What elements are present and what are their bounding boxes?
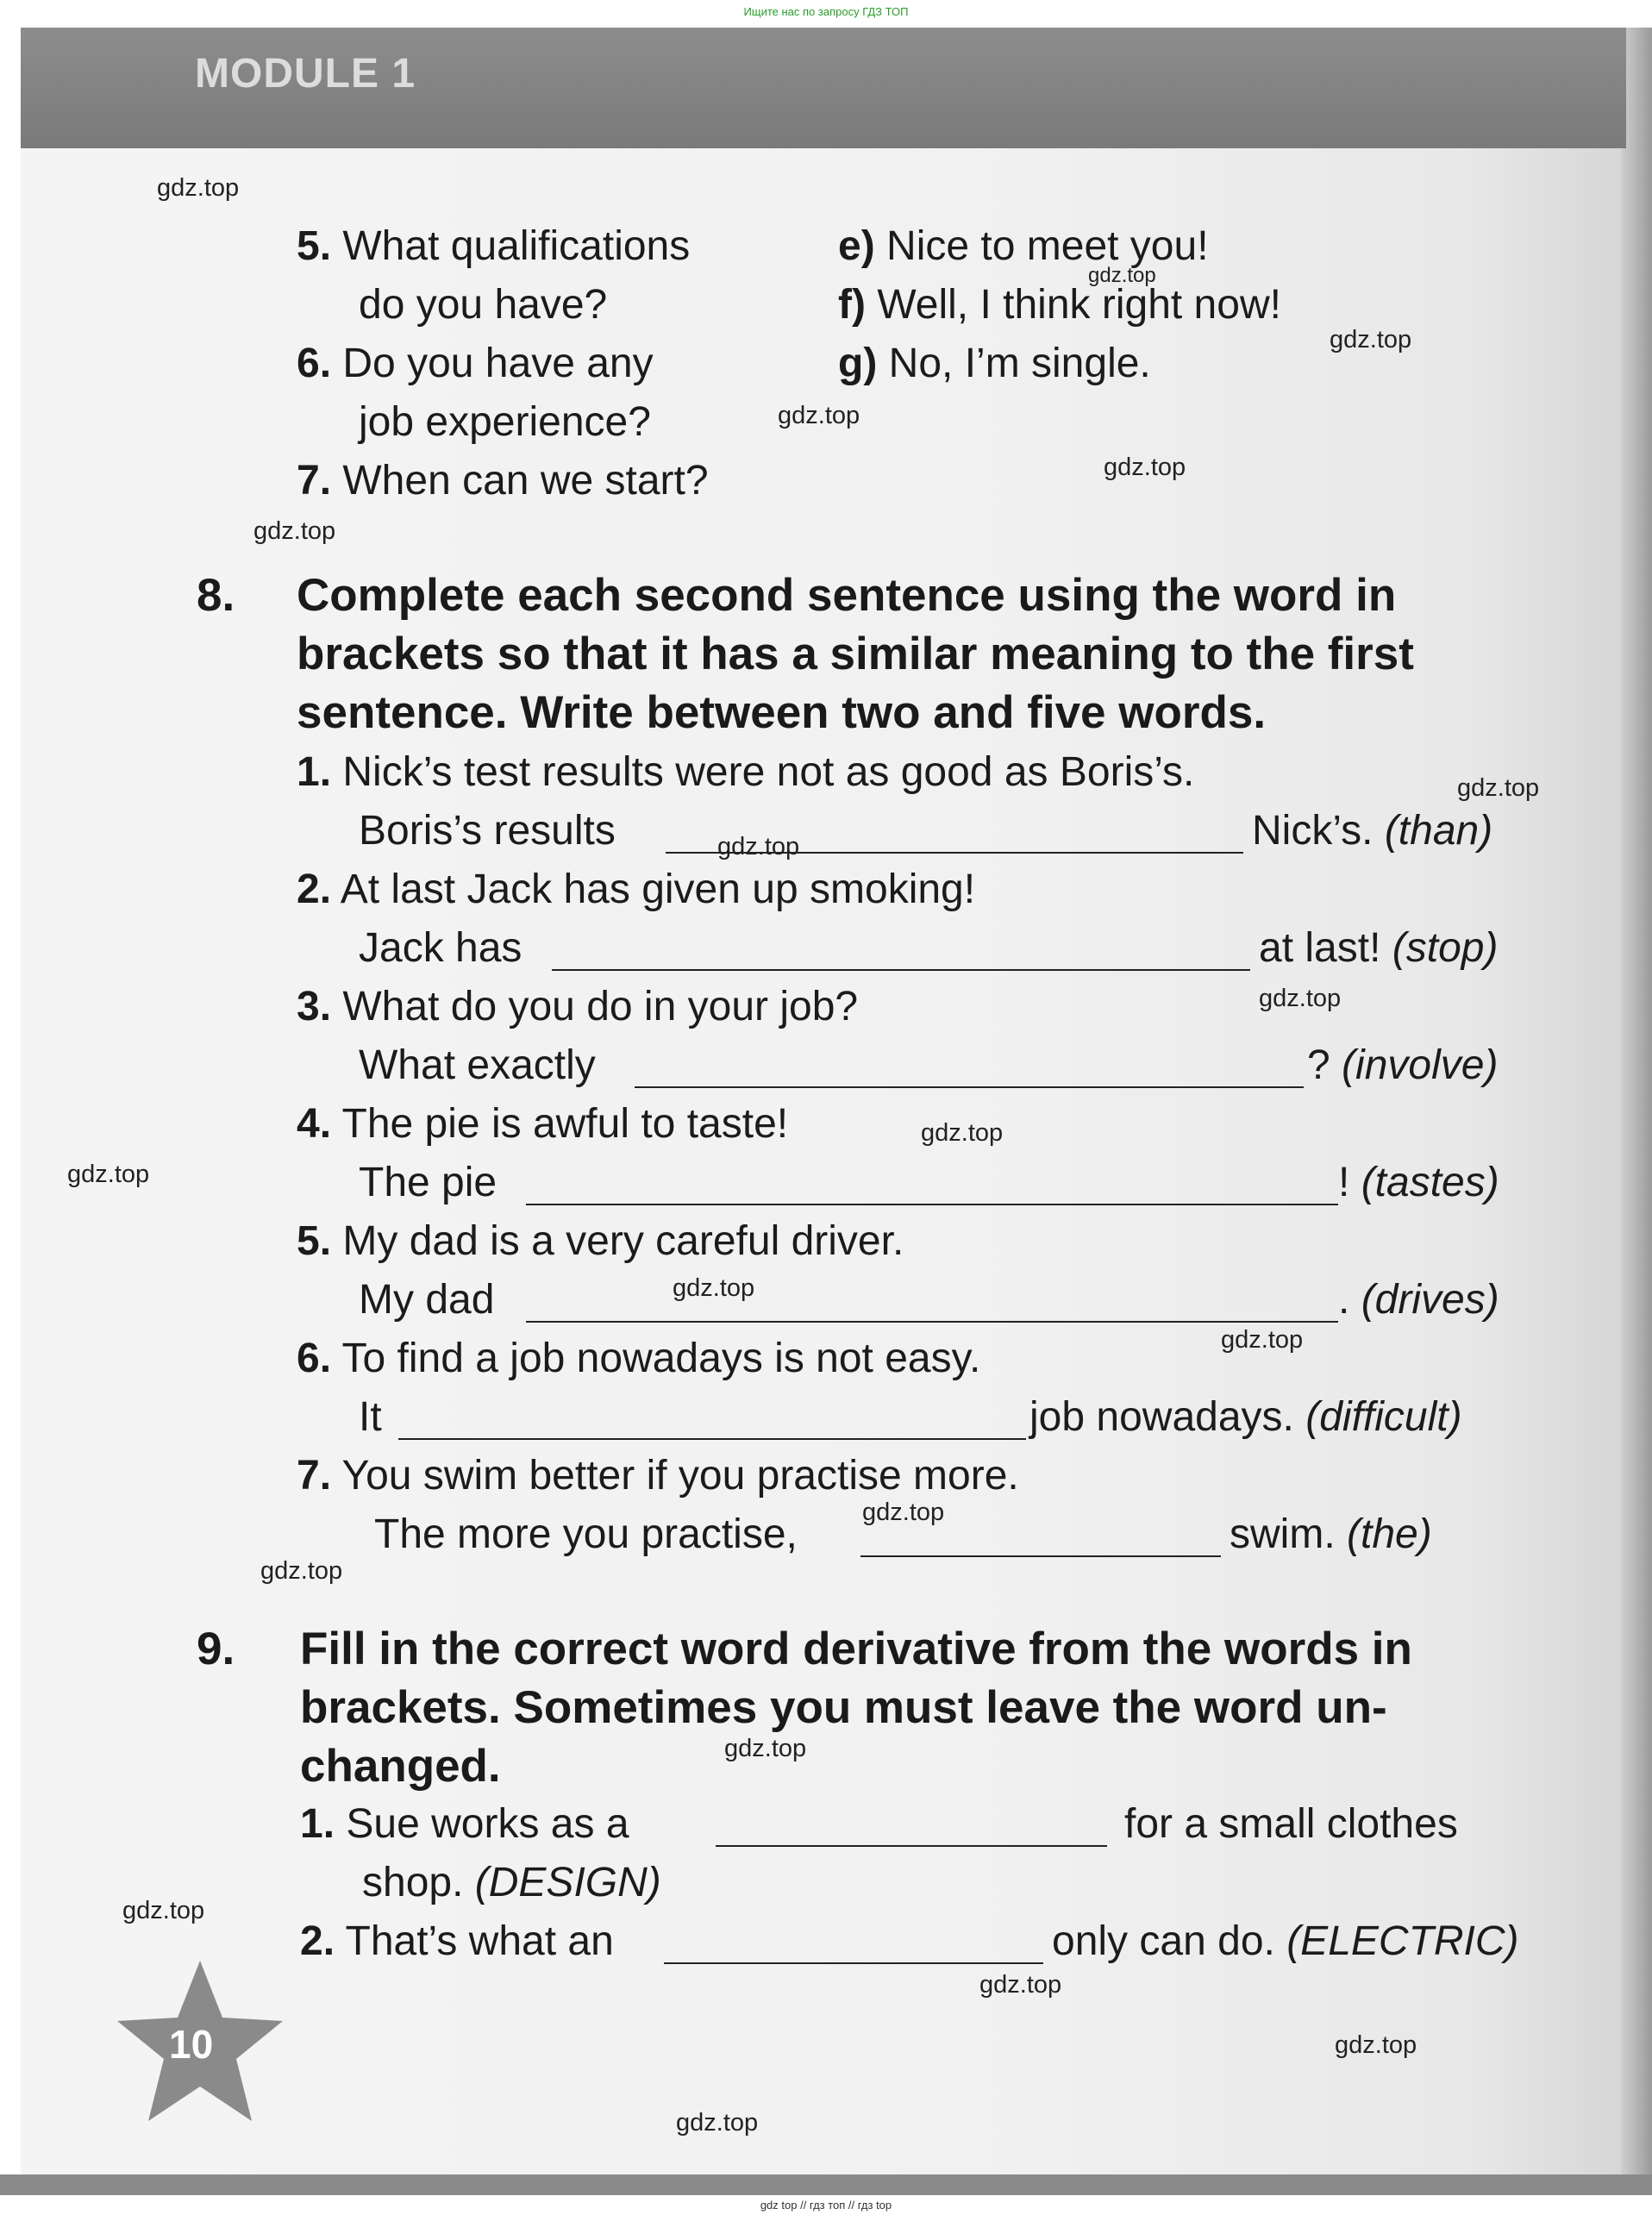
page-number: 10 — [169, 2022, 214, 2067]
match-left-item: 7. When can we start? — [297, 458, 709, 504]
ex8-item-prompt-start: What exactly — [359, 1042, 596, 1088]
ex8-item-prompt-end: swim. (the) — [1230, 1511, 1432, 1557]
ex8-item-prompt-end: ? (involve) — [1307, 1042, 1499, 1088]
watermark: gdz.top — [1457, 774, 1540, 802]
watermark: gdz.top — [921, 1119, 1004, 1147]
ex8-item-prompt-end: Nick’s. (than) — [1252, 808, 1493, 854]
watermark: gdz.top — [1335, 2031, 1417, 2059]
ex8-item-sentence: 3. What do you do in your job? — [297, 984, 859, 1029]
exercise-9-instruction: brackets. Sometimes you must leave the word un- — [300, 1682, 1387, 1733]
watermark: gdz.top — [1330, 326, 1412, 354]
ex9-item: 2. That’s what an — [300, 1918, 614, 1964]
exercise-9-number: 9. — [197, 1624, 235, 1674]
ex8-item-prompt-start: Jack has — [359, 925, 523, 971]
module-title: MODULE 1 — [195, 51, 416, 97]
match-left-line: do you have? — [359, 282, 608, 328]
watermark: gdz.top — [979, 1971, 1062, 1999]
ex9-item: 1. Sue works as a — [300, 1801, 629, 1847]
ex8-item-sentence: 6. To find a job nowadays is not easy. — [297, 1336, 981, 1381]
bottom-banner-note: gdz top // гдз топ // гдз top — [760, 2199, 892, 2212]
match-left-line: job experience? — [359, 399, 651, 445]
watermark: gdz.top — [122, 1897, 205, 1924]
match-right-item: e) Nice to meet you! — [838, 223, 1209, 269]
exercise-8-instruction: brackets so that it has a similar meaning to the first — [297, 629, 1414, 679]
watermark: gdz.top — [673, 1274, 755, 1302]
ex9-item-end: for a small clothes — [1124, 1801, 1458, 1847]
answer-blank[interactable] — [664, 1962, 1043, 1964]
match-left-item: 6. Do you have any — [297, 341, 654, 386]
ex8-item-sentence: 2. At last Jack has given up smoking! — [297, 867, 976, 912]
bottom-band — [0, 2174, 1652, 2195]
answer-blank[interactable] — [635, 1086, 1304, 1088]
watermark: gdz.top — [717, 833, 800, 860]
ex9-item-end: only can do. (ELECTRIC) — [1052, 1918, 1519, 1964]
exercise-8-instruction: Complete each second sentence using the word in — [297, 570, 1397, 621]
watermark: gdz.top — [253, 517, 336, 545]
page-edge-shadow — [1621, 28, 1652, 2174]
ex8-item-prompt-end: . (drives) — [1338, 1277, 1499, 1323]
ex8-item-sentence: 4. The pie is awful to taste! — [297, 1101, 789, 1147]
watermark: gdz.top — [157, 174, 240, 202]
ex9-item-line2: shop. (DESIGN) — [362, 1860, 661, 1905]
watermark: gdz.top — [1221, 1326, 1304, 1354]
answer-blank[interactable] — [860, 1555, 1221, 1557]
ex8-item-sentence: 7. You swim better if you practise more. — [297, 1453, 1019, 1499]
exercise-8-instruction: sentence. Write between two and five words. — [297, 687, 1267, 738]
watermark: gdz.top — [67, 1161, 150, 1188]
exercise-9-instruction: changed. — [300, 1741, 501, 1792]
ex8-item-sentence: 5. My dad is a very careful driver. — [297, 1218, 904, 1264]
watermark: gdz.top — [724, 1735, 807, 1762]
ex8-item-prompt-start: The pie — [359, 1160, 497, 1205]
ex8-item-prompt-start: The more you practise, — [374, 1511, 798, 1557]
ex8-item-prompt-end: job nowadays. (difficult) — [1029, 1394, 1462, 1440]
match-right-item: f) Well, I think right now! — [838, 282, 1281, 328]
top-banner-note: Ищите нас по запросу ГДЗ ТОП — [743, 5, 909, 18]
watermark: gdz.top — [1104, 454, 1186, 481]
watermark: gdz.top — [1088, 264, 1156, 287]
exercise-9-instruction: Fill in the correct word derivative from the words in — [300, 1624, 1412, 1674]
watermark: gdz.top — [676, 2109, 759, 2137]
ex8-item-prompt-start: Boris’s results — [359, 808, 616, 854]
answer-blank[interactable] — [526, 1321, 1338, 1323]
answer-blank[interactable] — [526, 1204, 1338, 1205]
ex8-item-sentence: 1. Nick’s test results were not as good as Boris’s. — [297, 749, 1195, 795]
ex8-item-prompt-start: My dad — [359, 1277, 495, 1323]
match-right-item: g) No, I’m single. — [838, 341, 1151, 386]
match-left-item: 5. What qualifications — [297, 223, 691, 269]
ex8-item-prompt-end: at last! (stop) — [1259, 925, 1499, 971]
watermark: gdz.top — [260, 1557, 343, 1585]
watermark: gdz.top — [778, 402, 860, 429]
ex8-item-prompt-start: It — [359, 1394, 382, 1440]
answer-blank[interactable] — [552, 969, 1250, 971]
answer-blank[interactable] — [716, 1845, 1107, 1847]
watermark: gdz.top — [862, 1499, 945, 1526]
ex8-item-prompt-end: ! (tastes) — [1338, 1160, 1499, 1205]
answer-blank[interactable] — [398, 1438, 1026, 1440]
exercise-8-number: 8. — [197, 570, 235, 621]
watermark: gdz.top — [1259, 985, 1342, 1012]
